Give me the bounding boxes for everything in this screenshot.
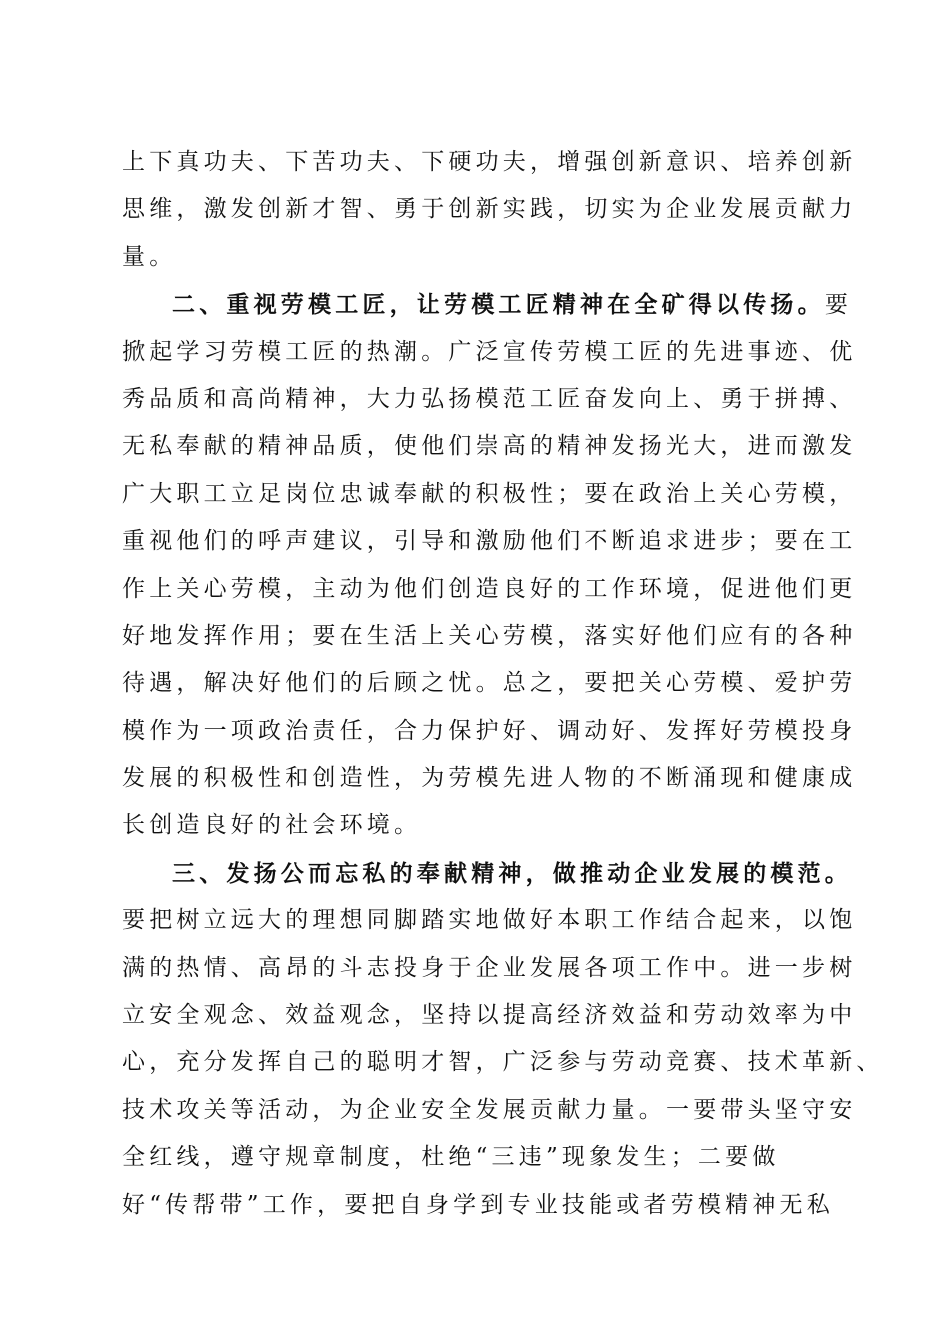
text-line-8: 广大职工立足岗位忠诚奉献的积极性；要在政治上关心劳模， [122, 480, 857, 507]
body-text [122, 139, 884, 1229]
text-line-6: 秀品质和高尚精神，大力弘扬模范工匠奋发向上、勇于拼搏、 [122, 385, 857, 412]
text-line-19: 立安全观念、效益观念，坚持以提高经济效益和劳动效率为中 [122, 1002, 857, 1029]
text-line-18: 满的热情、高昂的斗志投身于企业发展各项工作中。进一步树 [122, 954, 857, 981]
section-heading-3-line [122, 850, 852, 897]
text-line-13: 模作为一项政治责任，合力保护好、调动好、发挥好劳模投身 [122, 717, 857, 744]
text-line-23: 好“传帮带”工作，要把自身学到专业技能或者劳模精神无私 [122, 1191, 834, 1218]
section-heading-3: 三、发扬公而忘私的奉献精神，做推动企业发展的模范。 [172, 859, 852, 887]
text-line-15: 长创造良好的社会环境。 [122, 812, 422, 839]
text-line-2: 思维，激发创新才智、勇于创新实践，切实为企业发展贡献力 [122, 196, 857, 223]
text-line-14: 发展的积极性和创造性，为劳模先进人物的不断涌现和健康成 [122, 765, 857, 792]
text-line-7: 无私奉献的精神品质，使他们崇高的精神发扬光大，进而激发 [122, 433, 857, 460]
section-heading-2-line [122, 281, 853, 328]
text-line-1: 上下真功夫、下苦功夫、下硬功夫，增强创新意识、培养创新 [122, 149, 857, 175]
text-line-3: 量。 [122, 243, 177, 270]
text-line-22: 全红线，遵守规章制度，杜绝“三违”现象发生；二要做 [122, 1144, 780, 1171]
text-line-5: 掀起学习劳模工匠的热潮。广泛宣传劳模工匠的先进事迹、优 [122, 338, 857, 365]
section-heading-2: 二、重视劳模工匠，让劳模工匠精神在全矿得以传扬。 [172, 291, 825, 319]
text-line-17: 要把树立远大的理想同脚踏实地做好本职工作结合起来，以饱 [122, 907, 857, 934]
text-line-11: 好地发挥作用；要在生活上关心劳模，落实好他们应有的各种 [122, 622, 857, 649]
text-line-9: 重视他们的呼声建议，引导和激励他们不断追求进步；要在工 [122, 528, 857, 555]
text-line-21: 技术攻关等活动，为企业安全发展贡献力量。一要带头坚守安 [122, 1096, 857, 1123]
text-line-10: 作上关心劳模，主动为他们创造良好的工作环境，促进他们更 [122, 575, 857, 602]
section-heading-2-tail: 要 [824, 292, 853, 319]
text-line-20: 心，充分发挥自己的聪明才智，广泛参与劳动竞赛、技术革新、 [122, 1049, 884, 1076]
text-line-12: 待遇，解决好他们的后顾之忧。总之，要把关心劳模、爱护劳 [122, 670, 857, 697]
